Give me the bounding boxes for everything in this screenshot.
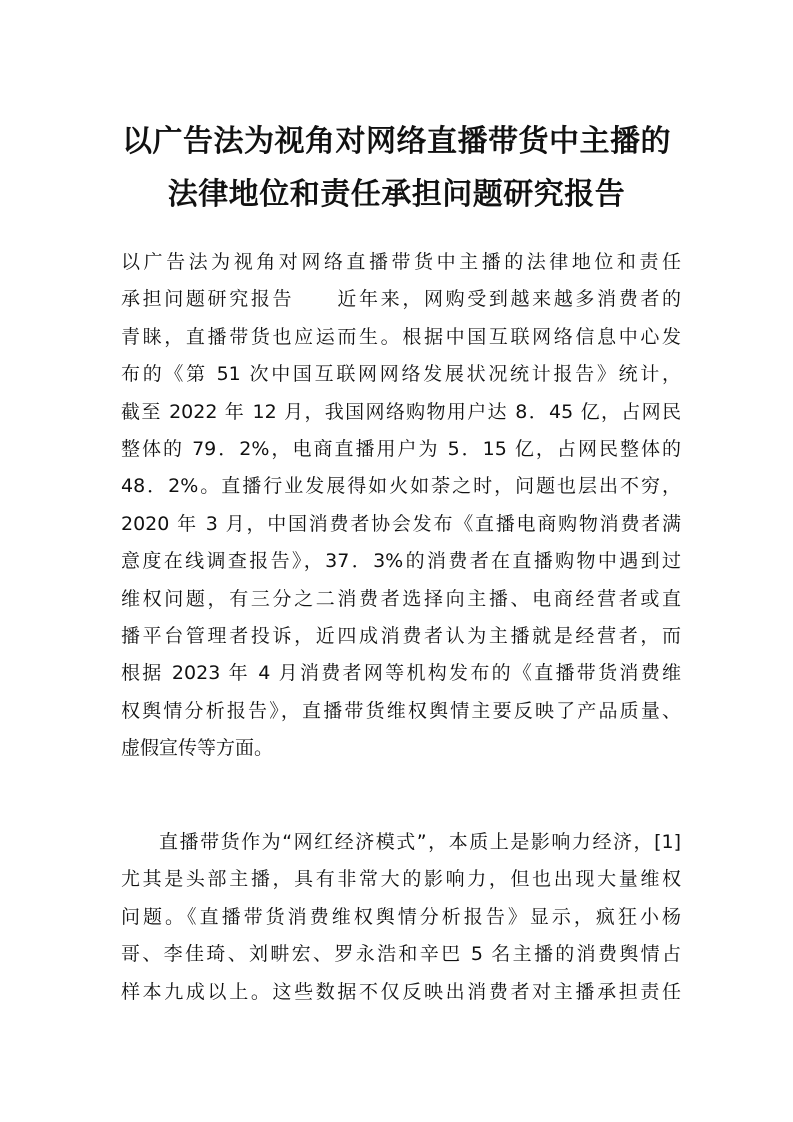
paragraph-line: 权舆情分析报告》，直播带货维权舆情主要反映了产品质量、 [121, 699, 681, 722]
paragraph-line: 直播带货作为“网红经济模式”，本质上是影响力经济，[1] [159, 831, 681, 853]
document-title-line-2: 法律地位和责任承担问题研究报告 [167, 177, 626, 212]
paragraph-line: 布的《第 51 次中国互联网网络发展状况统计报告》统计， [121, 363, 681, 386]
paragraph-2 [121, 824, 681, 1011]
paragraph-line: 48．2%。直播行业发展得如火如荼之时，问题也层出不穷， [121, 475, 681, 498]
paragraph-line: 哥、李佳琦、刘畊宏、罗永浩和辛巴 5 名主播的消费舆情占 [121, 943, 681, 966]
paragraph-line: 2020 年 3 月，中国消费者协会发布《直播电商购物消费者满 [121, 512, 681, 535]
paragraph-line: 根据 2023 年 4 月消费者网等机构发布的《直播带货消费维 [121, 662, 681, 685]
paragraph-1 [121, 244, 681, 767]
paragraph-line: 以广告法为视角对网络直播带货中主播的法律地位和责任 [121, 251, 681, 273]
paragraph-line: 青睐，直播带货也应运而生。根据中国互联网络信息中心发 [121, 325, 681, 348]
paragraph-line: 样本九成以上。这些数据不仅反映出消费者对主播承担责任 [121, 980, 681, 1003]
paragraph-line: 尤其是头部主播，具有非常大的影响力，但也出现大量维权 [121, 868, 681, 891]
paragraph-line: 截至 2022 年 12 月，我国网络购物用户达 8．45 亿，占网民 [121, 400, 681, 423]
document-title-line-1: 以广告法为视角对网络直播带货中主播的 [122, 124, 671, 159]
paragraph-line: 维权问题，有三分之二消费者选择向主播、电商经营者或直 [121, 587, 681, 610]
paragraph-line: 整体的 79．2%，电商直播用户为 5．15 亿，占网民整体的 [121, 437, 681, 460]
paragraph-line: 虚假宣传等方面。 [121, 737, 274, 760]
paragraph-line: 意度在线调查报告》，37．3%的消费者在直播购物中遇到过 [121, 550, 681, 573]
paragraph-line: 问题。《直播带货消费维权舆情分析报告》显示，疯狂小杨 [121, 905, 681, 928]
paragraph-line: 承担问题研究报告 近年来，网购受到越来越多消费者的 [121, 288, 681, 311]
paragraph-line: 播平台管理者投诉，近四成消费者认为主播就是经营者，而 [121, 624, 681, 647]
